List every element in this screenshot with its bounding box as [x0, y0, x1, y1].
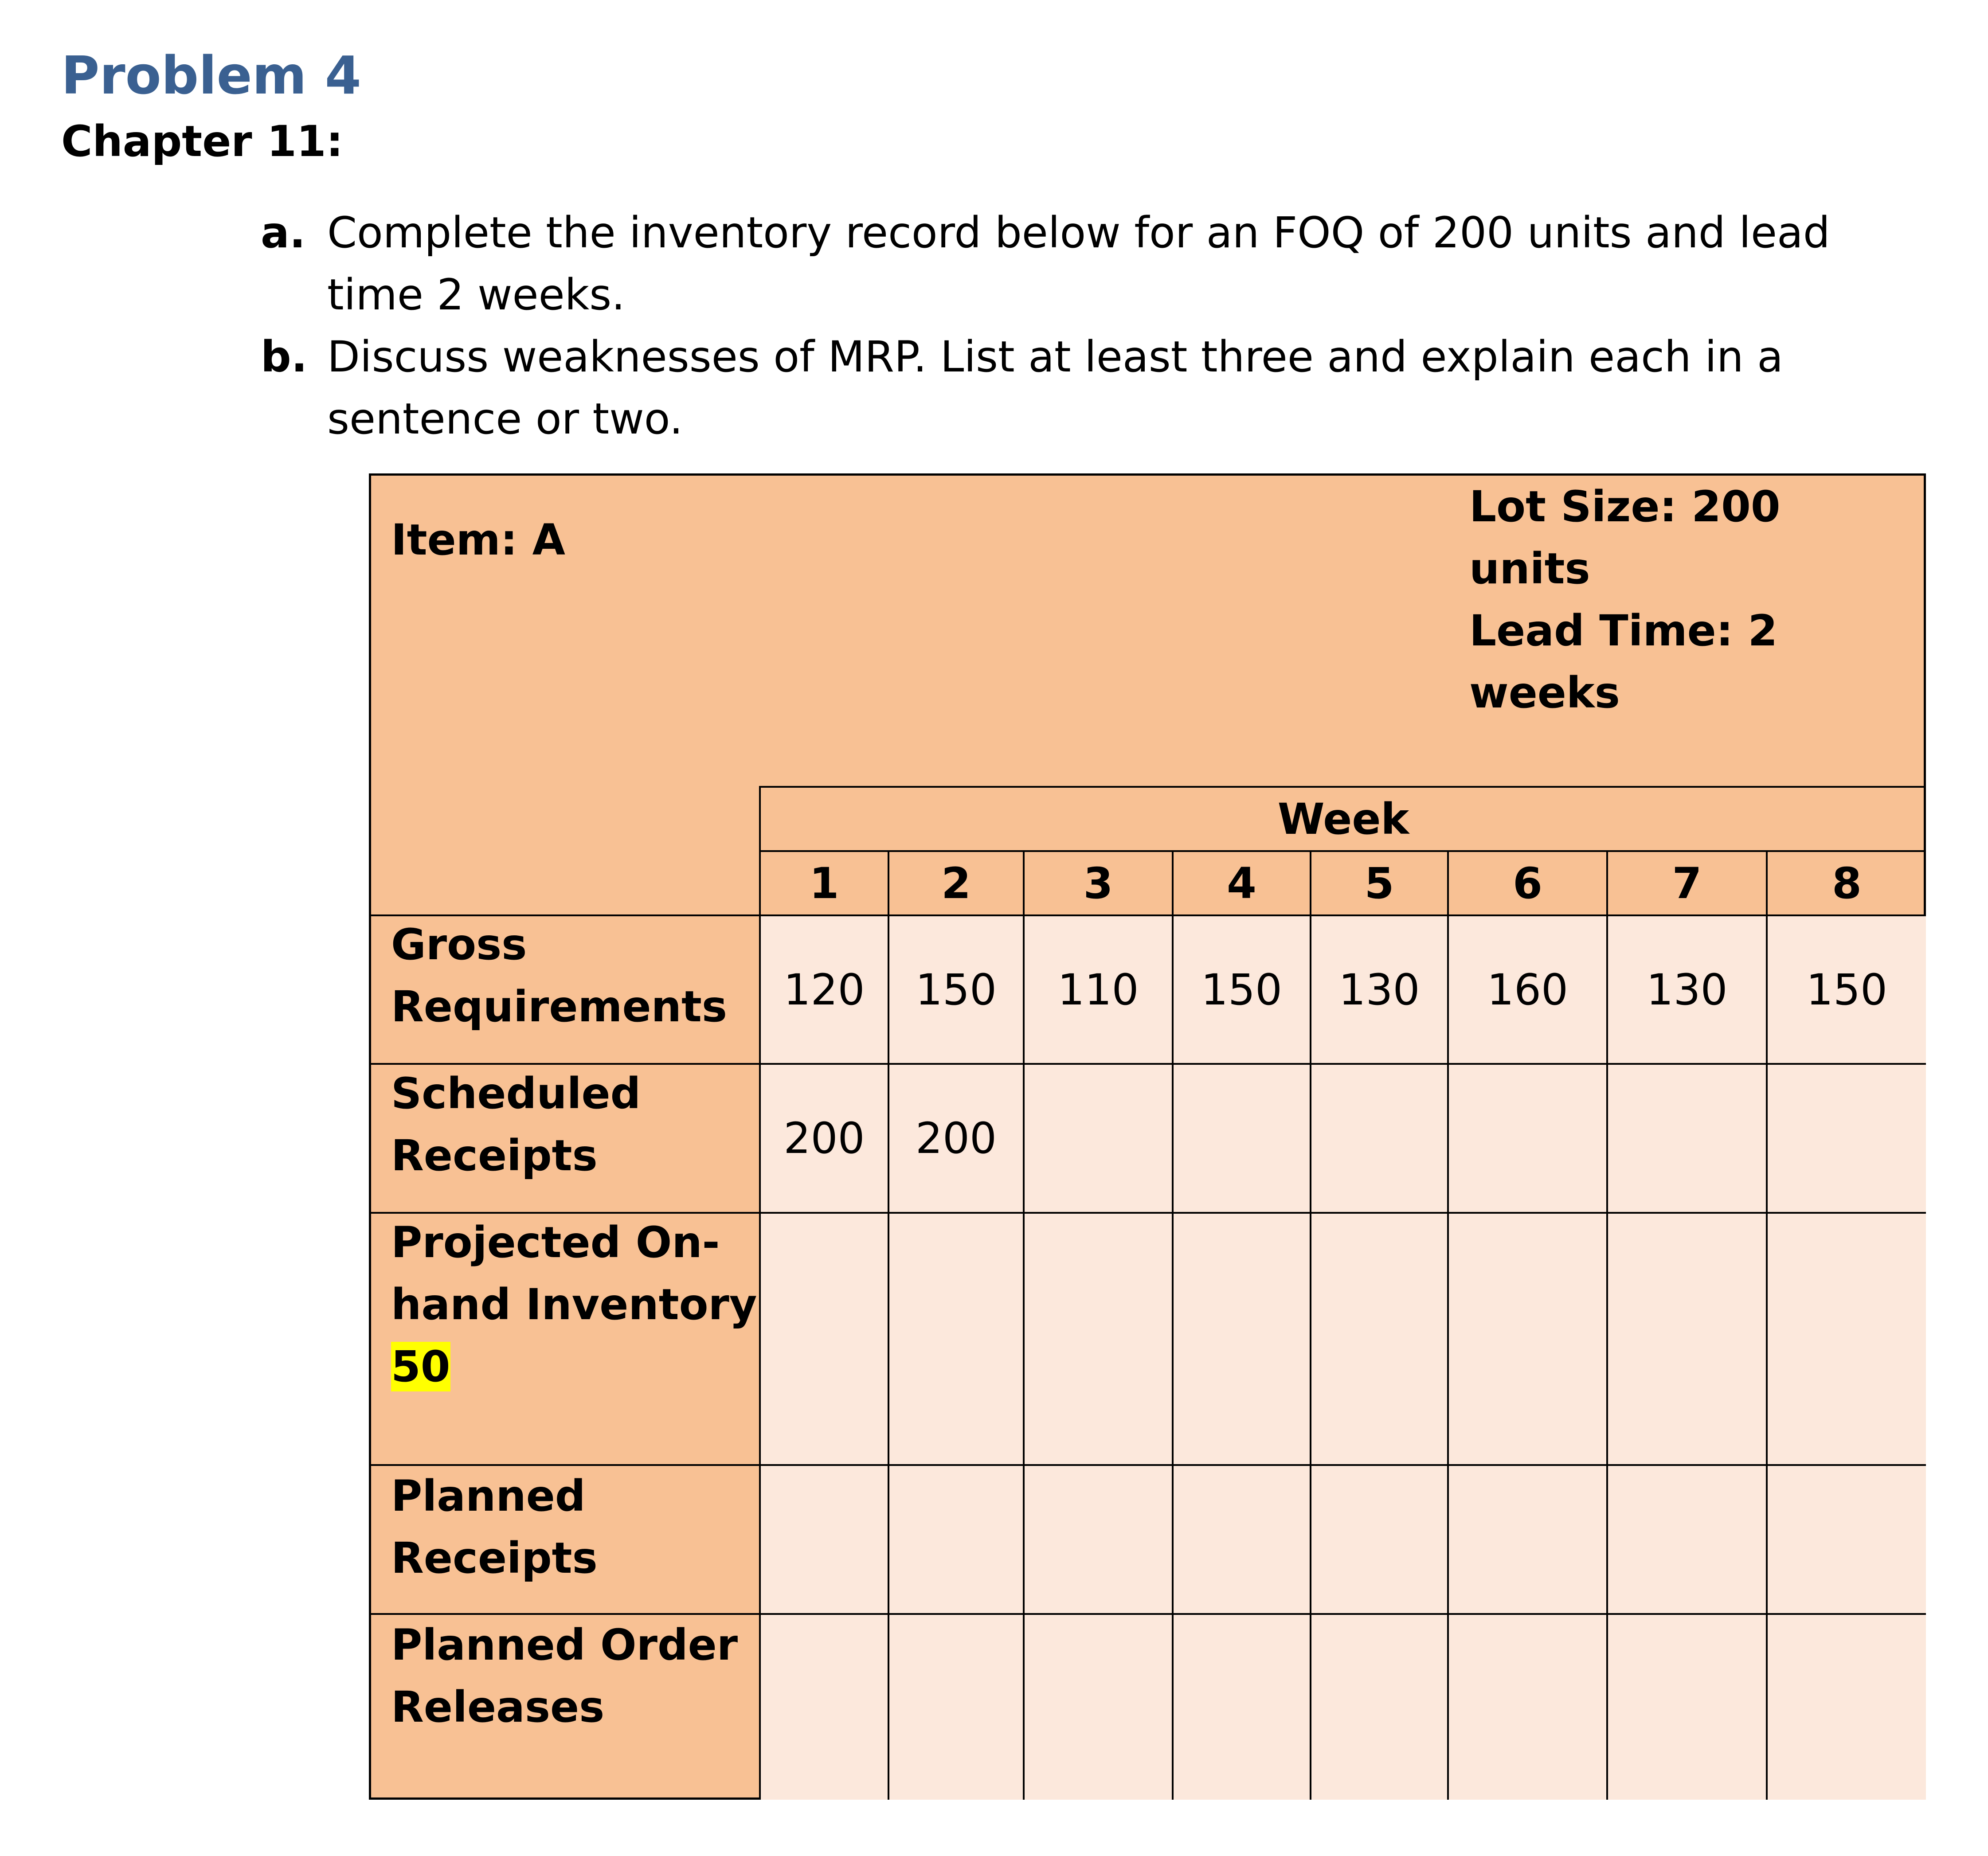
problem-title: Problem 4: [61, 45, 361, 106]
initial-on-hand-value: 50: [391, 1342, 450, 1391]
lot-info: [1469, 476, 1904, 724]
projected-on-hand-label: Projected On-hand Inventory: [391, 1218, 757, 1329]
week-number-7: 7: [1606, 850, 1766, 914]
question-a-letter: a.: [261, 208, 306, 258]
row-label-gross-requirements: Gross Requirements: [391, 920, 727, 1032]
planned-order-releases-week-2-cell[interactable]: [888, 1613, 1023, 1800]
label-divider: [369, 1464, 761, 1466]
scheduled-receipts-week-1-cell: 200: [759, 1063, 888, 1212]
label-divider: [369, 1212, 761, 1214]
planned-order-releases-week-1-cell[interactable]: [759, 1613, 888, 1800]
question-list: [261, 202, 1937, 450]
gross-requirements-week-2-cell: 150: [888, 914, 1023, 1063]
week-number-3: 3: [1023, 850, 1172, 914]
chapter-title: Chapter 11:: [61, 117, 344, 166]
scheduled-receipts-week-8-cell[interactable]: [1766, 1063, 1926, 1212]
scheduled-receipts-week-4-cell[interactable]: [1172, 1063, 1310, 1212]
planned-receipts-week-1-cell[interactable]: [759, 1464, 888, 1613]
week-number-8: 8: [1766, 850, 1926, 914]
projected-on-hand-week-7-cell[interactable]: [1606, 1212, 1766, 1464]
gross-requirements-week-5-cell: 130: [1310, 914, 1447, 1063]
question-a-text: Complete the inventory record below for an FOQ of 200 units and lead time 2 weeks.: [327, 208, 1830, 320]
gross-requirements-week-1-cell: 120: [759, 914, 888, 1063]
week-number-4: 4: [1172, 850, 1310, 914]
row-label-scheduled-receipts: Scheduled Receipts: [391, 1069, 641, 1180]
planned-order-releases-week-5-cell[interactable]: [1310, 1613, 1447, 1800]
planned-order-releases-week-7-cell[interactable]: [1606, 1613, 1766, 1800]
planned-receipts-week-8-cell[interactable]: [1766, 1464, 1926, 1613]
scheduled-receipts-week-7-cell[interactable]: [1606, 1063, 1766, 1212]
gross-requirements-week-6-cell: 160: [1447, 914, 1606, 1063]
projected-on-hand-week-1-cell[interactable]: [759, 1212, 888, 1464]
lot-size-label: Lot Size: 200 units: [1469, 482, 1781, 594]
row-label-planned-order-releases: Planned Order Releases: [391, 1620, 738, 1732]
projected-on-hand-week-8-cell[interactable]: [1766, 1212, 1926, 1464]
week-header: Week: [759, 786, 1926, 850]
planned-receipts-week-7-cell[interactable]: [1606, 1464, 1766, 1613]
planned-receipts-week-3-cell[interactable]: [1023, 1464, 1172, 1613]
planned-receipts-week-6-cell[interactable]: [1447, 1464, 1606, 1613]
planned-order-releases-week-6-cell[interactable]: [1447, 1613, 1606, 1800]
planned-receipts-week-2-cell[interactable]: [888, 1464, 1023, 1613]
label-divider: [369, 1063, 761, 1065]
question-a: [261, 202, 1937, 326]
week-number-2: 2: [888, 850, 1023, 914]
item-label: Item: A: [391, 515, 565, 565]
week-number-6: 6: [1447, 850, 1606, 914]
projected-on-hand-week-6-cell[interactable]: [1447, 1212, 1606, 1464]
gross-requirements-week-3-cell: 110: [1023, 914, 1172, 1063]
row-label-projected-on-hand: [391, 1211, 759, 1398]
scheduled-receipts-week-3-cell[interactable]: [1023, 1063, 1172, 1212]
planned-order-releases-week-8-cell[interactable]: [1766, 1613, 1926, 1800]
gross-requirements-week-8-cell: 150: [1766, 914, 1926, 1063]
planned-order-releases-week-4-cell[interactable]: [1172, 1613, 1310, 1800]
question-b-text: Discuss weaknesses of MRP. List at least three and explain each in a sentence or two.: [327, 332, 1784, 444]
label-divider: [369, 1613, 761, 1615]
planned-order-releases-week-3-cell[interactable]: [1023, 1613, 1172, 1800]
week-number-1: 1: [759, 850, 888, 914]
question-b-letter: b.: [261, 332, 308, 382]
scheduled-receipts-week-6-cell[interactable]: [1447, 1063, 1606, 1212]
question-b: [261, 326, 1937, 450]
gross-requirements-week-4-cell: 150: [1172, 914, 1310, 1063]
week-number-5: 5: [1310, 850, 1447, 914]
projected-on-hand-week-3-cell[interactable]: [1023, 1212, 1172, 1464]
projected-on-hand-week-4-cell[interactable]: [1172, 1212, 1310, 1464]
planned-receipts-week-4-cell[interactable]: [1172, 1464, 1310, 1613]
lead-time-label: Lead Time: 2 weeks: [1469, 606, 1778, 718]
scheduled-receipts-week-5-cell[interactable]: [1310, 1063, 1447, 1212]
row-label-planned-receipts: Planned Receipts: [391, 1471, 598, 1583]
scheduled-receipts-week-2-cell: 200: [888, 1063, 1023, 1212]
projected-on-hand-week-2-cell[interactable]: [888, 1212, 1023, 1464]
label-divider: [369, 914, 761, 916]
inventory-record-table: [369, 473, 1926, 1800]
planned-receipts-week-5-cell[interactable]: [1310, 1464, 1447, 1613]
gross-requirements-week-7-cell: 130: [1606, 914, 1766, 1063]
projected-on-hand-week-5-cell[interactable]: [1310, 1212, 1447, 1464]
